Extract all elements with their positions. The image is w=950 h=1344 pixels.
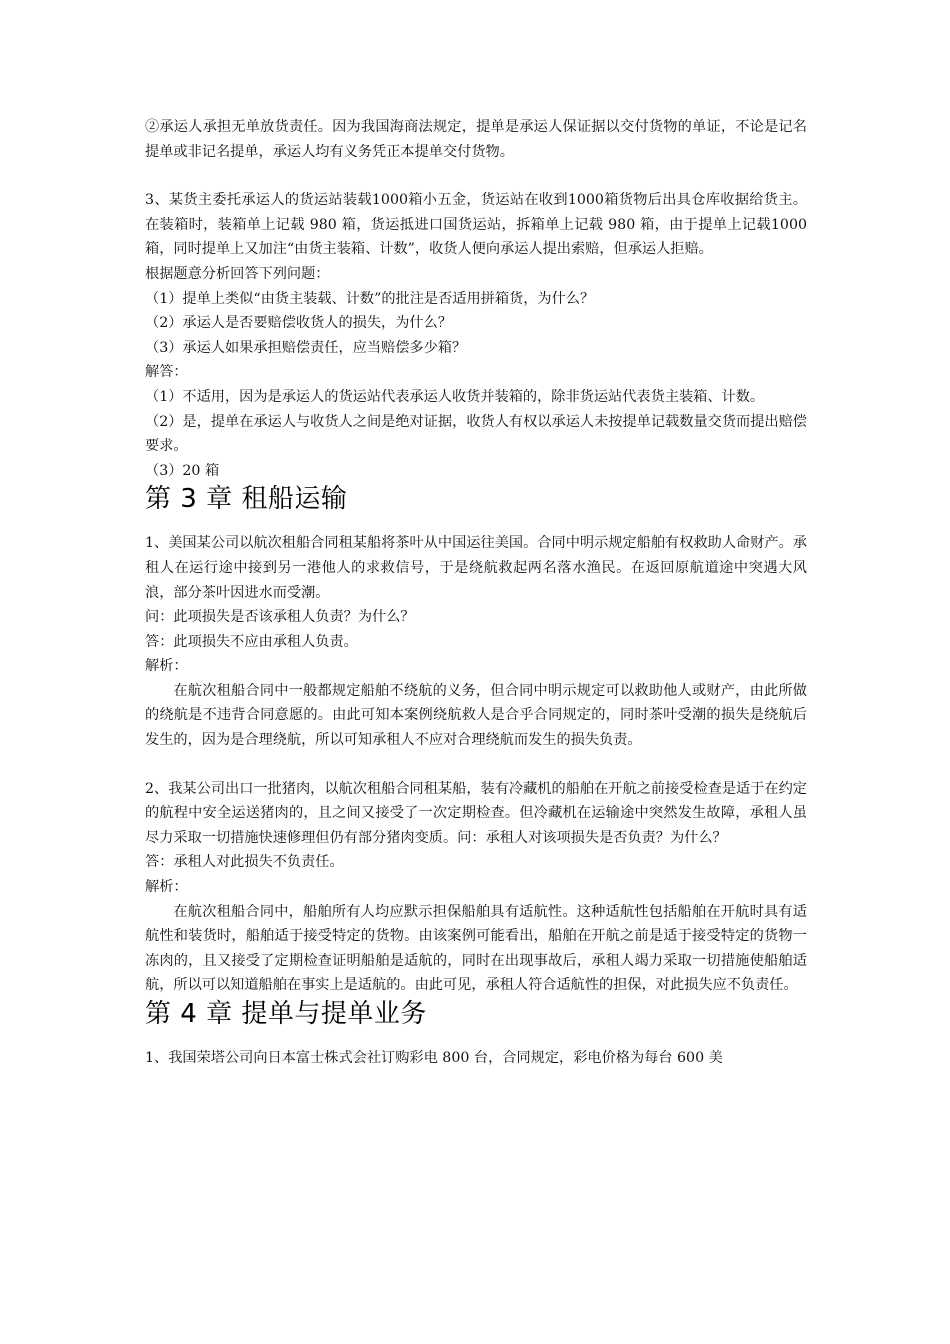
answer-2: （2）是，提单在承运人与收货人之间是绝对证据，收货人有权以承运人未按提单记载数量交货而提出赔偿要求。	[145, 413, 807, 455]
paragraph-ch3-a2: 答：承租人对此损失不负责任。	[145, 854, 344, 871]
answer-3: （3）20 箱	[145, 462, 220, 479]
paragraph-ch3-analysis-2: 在航次租船合同中，船舶所有人均应默示担保船舶具有适航性。这种适航性包括船舶在开航时具有适航性和装货时，船舶适于接受特定的货物。由该案例可能看出，船舶在开航之前是适于接受特定的货物一冻肉的，且又接受了定期检查证明船舶是适航的，同时在出现事故后，承租人竭力采取一切措施使船舶适航，所以可以知道船舶在事实上是适航的。由此可见，承租人符合适航性的担保，对此损失应不负责任。	[145, 903, 807, 994]
question-2: （2）承运人是否要赔偿收货人的损失，为什么？	[145, 315, 452, 332]
answer-1: （1）不适用，因为是承运人的货运站代表承运人收货并装箱的，除非货运站代表货主装箱、计数。	[145, 388, 765, 405]
document-body	[145, 115, 807, 1071]
paragraph-gap	[145, 753, 807, 777]
chapter-3-heading: 第 3 章 租船运输	[145, 484, 348, 515]
question-3: （3）承运人如果承担赔偿责任，应当赔偿多少箱？	[145, 339, 467, 356]
question-1: （1）提单上类似“由货主装载、计数”的批注是否适用拼箱货，为什么？	[145, 290, 595, 307]
paragraph-ch3-case-1: 1、美国某公司以航次租船合同租某船将茶叶从中国运往美国。合同中明示规定船舶有权救助人命财产。承租人在运行途中接到另一港他人的求救信号，于是绕航救起两名落水渔民。在返回原航道途中突遇大风浪，部分茶叶因进水而受潮。	[145, 535, 807, 601]
paragraph-ch4-case-1: 1、我国荣塔公司向日本富士株式会社订购彩电 800 台，合同规定，彩电价格为每台 600 美	[145, 1050, 723, 1066]
analysis-label: 解析：	[145, 879, 188, 896]
paragraph-gap	[145, 164, 807, 188]
analysis-label: 解析：	[145, 658, 188, 675]
paragraph-ch3-q1: 问：此项损失是否该承租人负责？为什么？	[145, 609, 415, 626]
chapter-4-heading: 第 4 章 提单与提单业务	[145, 999, 427, 1029]
paragraph-case-3: 3、某货主委托承运人的货运站装载1000箱小五金，货运站在收到1000箱货物后出具仓库收据给货主。在装箱时，装箱单上记载 980 箱，货运抵进口国货运站，拆箱单上记载 980 箱，由于提单上记载1000箱，同时提单上又加注“由货主装箱、计数”，收货人便向承运人提出索赔，但承运人拒赔。	[145, 192, 807, 258]
paragraph-prompt: 根据题意分析回答下列问题：	[145, 265, 330, 282]
paragraph-ch3-case-2: 2、我某公司出口一批猪肉，以航次租船合同租某船，装有冷藏机的船舶在开航之前接受检查是适于在约定的航程中安全运送猪肉的，且之间又接受了一次定期检查。但冷藏机在运输途中突然发生故障，承租人虽尽力采取一切措施快速修理但仍有部分猪肉变质。问：承租人对该项损失是否负责？为什么？	[145, 780, 807, 846]
paragraph-ch3-analysis-1: 在航次租船合同中一般都规定船舶不绕航的义务，但合同中明示规定可以救助他人或财产，由此所做的绕航是不违背合同意愿的。由此可知本案例绕航救人是合乎合同规定的，同时茶叶受潮的损失是绕航后发生的，因为是合理绕航，所以可知承租人不应对合理绕航而发生的损失负责。	[145, 682, 807, 749]
paragraph-ch3-a1: 答：此项损失不应由承租人负责。	[145, 633, 358, 650]
answer-label: 解答：	[145, 364, 188, 381]
paragraph-answer-2: ②承运人承担无单放货责任。因为我国海商法规定，提单是承运人保证据以交付货物的单证，不论是记名提单或非记名提单，承运人均有义务凭正本提单交付货物。	[145, 119, 807, 160]
